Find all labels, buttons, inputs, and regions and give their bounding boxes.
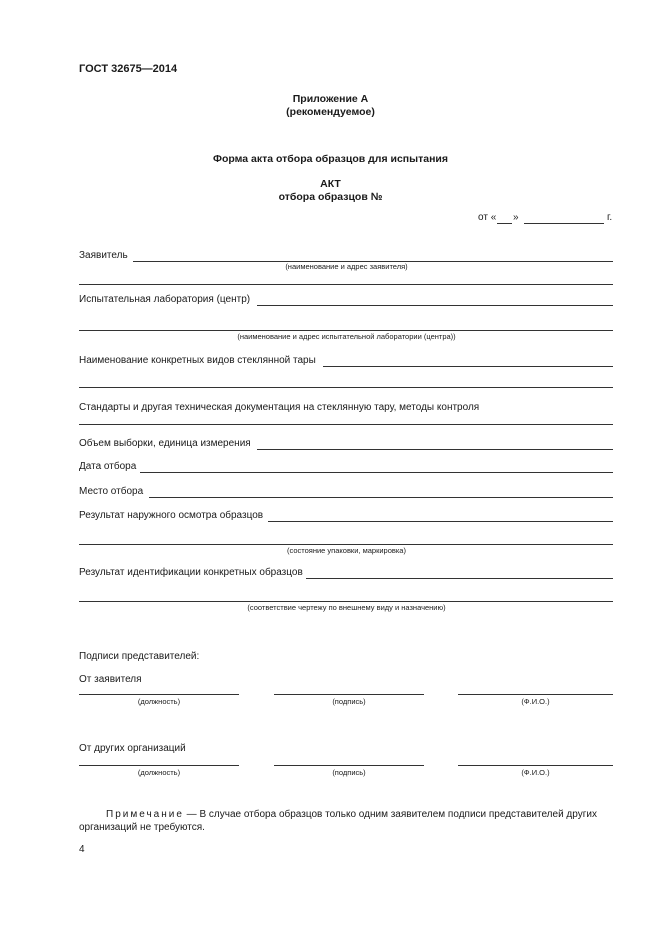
note-label: Примечание [106,809,184,820]
identification-field[interactable] [306,578,613,579]
note-text: — В случае отбора образцов только одним заявителем подписи представителей других организаций не требуются. [79,809,597,833]
inspection-caption: (состояние упаковки, маркировка) [287,546,406,555]
sampling-date-label: Дата отбора [79,461,137,472]
applicant-position-caption: (должность) [137,697,181,706]
identification-caption: (соответствие чертежу по внешнему виду и назначению) [247,603,446,612]
form-title: Форма акта отбора образцов для испытания [212,153,449,165]
lab-caption: (наименование и адрес испытательной лаборатории (центра)) [237,332,456,341]
appendix-title: Приложение А [292,93,369,105]
date-day-field[interactable] [497,223,512,224]
note [79,808,613,834]
act-subtitle: отбора образцов № [278,191,383,203]
sampling-date-field[interactable] [140,472,613,473]
container-types-field[interactable] [323,366,613,367]
applicant-signature-caption: (подпись) [332,697,366,706]
lab-field[interactable] [257,305,613,306]
standards-label: Стандарты и другая техническая документация на стеклянную тару, методы контроля [79,402,480,413]
standard-number: ГОСТ 32675—2014 [79,63,178,75]
identification-field-2[interactable] [79,601,613,602]
date-prefix: от « [478,212,497,223]
sample-size-label: Объем выборки, единица измерения [79,438,251,449]
appendix-subtitle: (рекомендуемое) [286,106,375,118]
applicant-signature-field[interactable] [274,694,424,695]
date-suffix: г. [607,212,613,223]
others-name-field[interactable] [458,765,613,766]
applicant-name-caption: (Ф.И.О.) [521,697,550,706]
others-signature-caption: (подпись) [332,768,366,777]
identification-label: Результат идентификации конкретных образцов [79,567,303,578]
applicant-label: Заявитель [79,250,128,261]
act-title: АКТ [320,178,341,190]
sample-size-field[interactable] [257,449,613,450]
applicant-position-field[interactable] [79,694,239,695]
from-others-label: От других организаций [79,743,186,754]
others-position-caption: (должность) [137,768,181,777]
sampling-place-label: Место отбора [79,486,144,497]
applicant-caption: (наименование и адрес заявителя) [285,262,408,271]
applicant-field-2[interactable] [79,284,613,285]
inspection-field[interactable] [268,521,613,522]
standards-field[interactable] [79,424,613,425]
inspection-field-2[interactable] [79,544,613,545]
signatures-heading: Подписи представителей: [79,651,200,662]
date-mid: » [513,212,519,223]
from-applicant-label: От заявителя [79,674,142,685]
inspection-label: Результат наружного осмотра образцов [79,510,264,521]
page-number: 4 [79,844,85,855]
others-position-field[interactable] [79,765,239,766]
container-types-label: Наименование конкретных видов стеклянной тары [79,355,316,366]
others-name-caption: (Ф.И.О.) [521,768,550,777]
applicant-name-field[interactable] [458,694,613,695]
others-signature-field[interactable] [274,765,424,766]
sampling-place-field[interactable] [149,497,613,498]
lab-field-2[interactable] [79,330,613,331]
date-month-field[interactable] [524,223,604,224]
lab-label: Испытательная лаборатория (центр) [79,294,251,305]
container-types-field-2[interactable] [79,387,613,388]
